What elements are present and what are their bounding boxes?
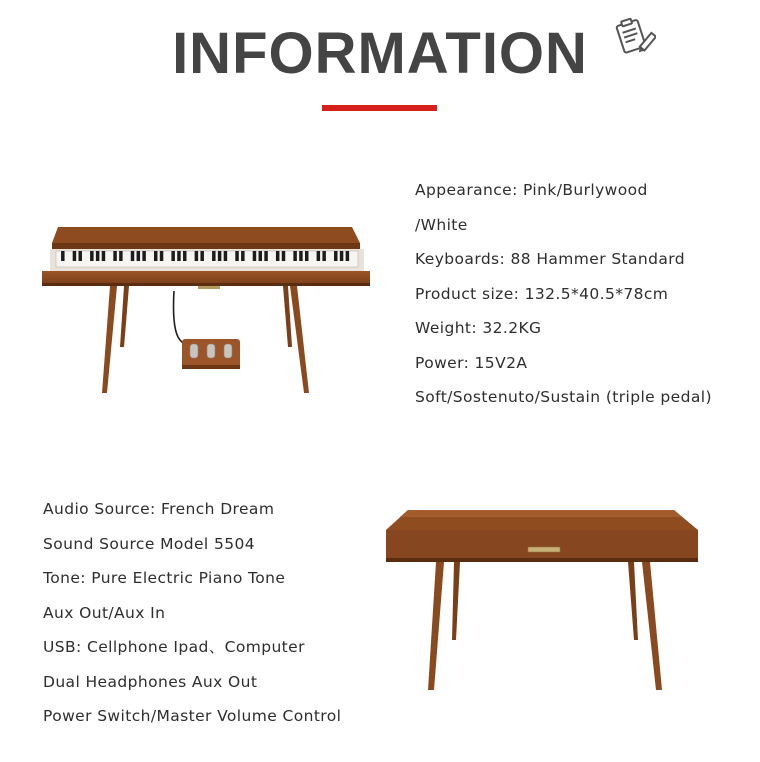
piano-black-key xyxy=(346,251,349,261)
spec-keyboards: Keyboards: 88 Hammer Standard xyxy=(415,250,686,268)
document-pencil-icon xyxy=(612,14,656,58)
piano-black-key xyxy=(317,251,320,261)
title-underline xyxy=(322,105,437,111)
spec-appearance: Appearance: Pink/Burlywood xyxy=(415,181,648,199)
piano-black-key xyxy=(160,251,163,261)
piano-black-key xyxy=(171,251,174,261)
piano-black-key xyxy=(276,251,279,261)
piano-black-key xyxy=(282,251,285,261)
spec-tone: Tone: Pure Electric Piano Tone xyxy=(43,569,286,587)
piano-black-key xyxy=(90,251,93,261)
piano-black-key xyxy=(73,251,76,261)
spec-pedals: Soft/Sostenuto/Sustain (triple pedal) xyxy=(415,388,712,406)
spec-power-switch: Power Switch/Master Volume Control xyxy=(43,707,342,725)
piano-black-key xyxy=(305,251,308,261)
piano-black-key xyxy=(259,251,262,261)
piano-black-key xyxy=(96,251,99,261)
spec-product-size: Product size: 132.5*40.5*78cm xyxy=(415,284,669,303)
piano-black-key xyxy=(119,251,122,261)
piano-black-key xyxy=(142,251,145,261)
piano-black-key xyxy=(131,251,134,261)
piano-black-key xyxy=(299,251,302,261)
piano-black-key xyxy=(212,251,215,261)
spec-aux: Aux Out/Aux In xyxy=(43,603,166,622)
digital-piano-image xyxy=(38,215,374,400)
spec-list-bottom xyxy=(43,492,341,734)
page-title: INFORMATION xyxy=(172,21,588,86)
piano-black-key xyxy=(183,251,186,261)
piano-black-key xyxy=(340,251,343,261)
spec-list-top xyxy=(415,173,712,415)
piano-black-key xyxy=(218,251,221,261)
spec-usb: USB: Cellphone Ipad、Computer xyxy=(43,638,305,656)
piano-black-key xyxy=(235,251,238,261)
closed-piano-desk-image xyxy=(382,500,708,695)
piano-black-key xyxy=(61,251,64,261)
piano-black-key xyxy=(113,251,116,261)
spec-audio-source: Audio Source: French Dream xyxy=(43,500,275,518)
piano-black-key xyxy=(154,251,157,261)
piano-black-key xyxy=(224,251,227,261)
piano-black-key xyxy=(102,251,105,261)
piano-black-key xyxy=(200,251,203,261)
spec-weight: Weight: 32.2KG xyxy=(415,319,542,337)
piano-black-key xyxy=(322,251,325,261)
piano-black-key xyxy=(264,251,267,261)
spec-headphones: Dual Headphones Aux Out xyxy=(43,672,258,691)
piano-black-key xyxy=(137,251,140,261)
spec-sound-source-model: Sound Source Model 5504 xyxy=(43,534,256,553)
piano-black-key xyxy=(78,251,81,261)
spec-power: Power: 15V2A xyxy=(415,353,528,372)
piano-black-key xyxy=(241,251,244,261)
piano-black-key xyxy=(177,251,180,261)
piano-black-key xyxy=(253,251,256,261)
piano-black-key xyxy=(195,251,198,261)
spec-appearance-cont: /White xyxy=(415,215,468,234)
piano-black-key xyxy=(293,251,296,261)
piano-black-key xyxy=(334,251,337,261)
